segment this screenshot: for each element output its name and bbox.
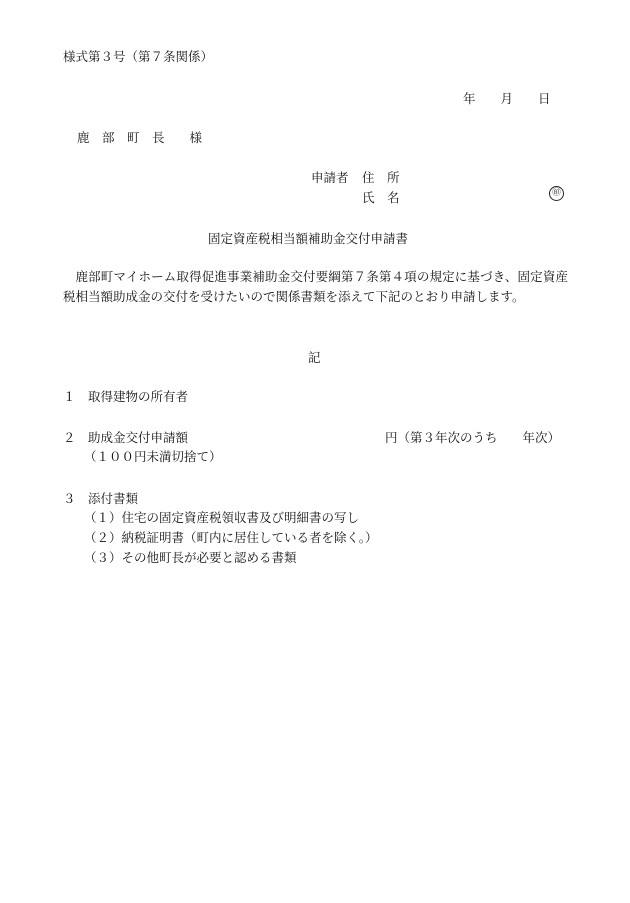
- name-label: 氏 名: [362, 190, 400, 205]
- item-3-sub-2: （２）納税証明書（町内に居住している者を除く。）: [84, 530, 378, 545]
- item-3-sub-3: （３）その他町長が必要と認める書類: [84, 550, 297, 565]
- body-text: 鹿部町マイホーム取得促進事業補助金交付要綱第７条第４項の規定に基づき、固定資産税相当額助成金の交付を受けたいので関係書類を添えて下記のとおり申請します。: [63, 269, 568, 304]
- applicant-label: 申請者: [311, 170, 349, 185]
- ki-heading: 記: [308, 350, 321, 365]
- item-2-label: ２ 助成金交付申請額: [63, 430, 189, 445]
- item-1: １ 取得建物の所有者: [63, 389, 189, 404]
- item-2-amount: 円（第３年次のうち 年次）: [385, 430, 561, 445]
- document-title: 固定資産税相当額補助金交付申請書: [208, 231, 409, 246]
- item-3-sub-1: （１）住宅の固定資産税領収書及び明細書の写し: [84, 510, 360, 525]
- seal-mark: ㊞: [549, 186, 564, 201]
- item-2-note: （１００円未満切捨て）: [84, 449, 222, 464]
- address-label: 住 所: [362, 170, 400, 185]
- date-line: 年 月 日: [463, 91, 551, 106]
- item-3: ３ 添付書類: [63, 491, 139, 506]
- form-number: 様式第３号（第７条関係）: [63, 49, 214, 64]
- body-paragraph: [63, 267, 568, 307]
- addressee: 鹿 部 町 長 様: [77, 130, 203, 145]
